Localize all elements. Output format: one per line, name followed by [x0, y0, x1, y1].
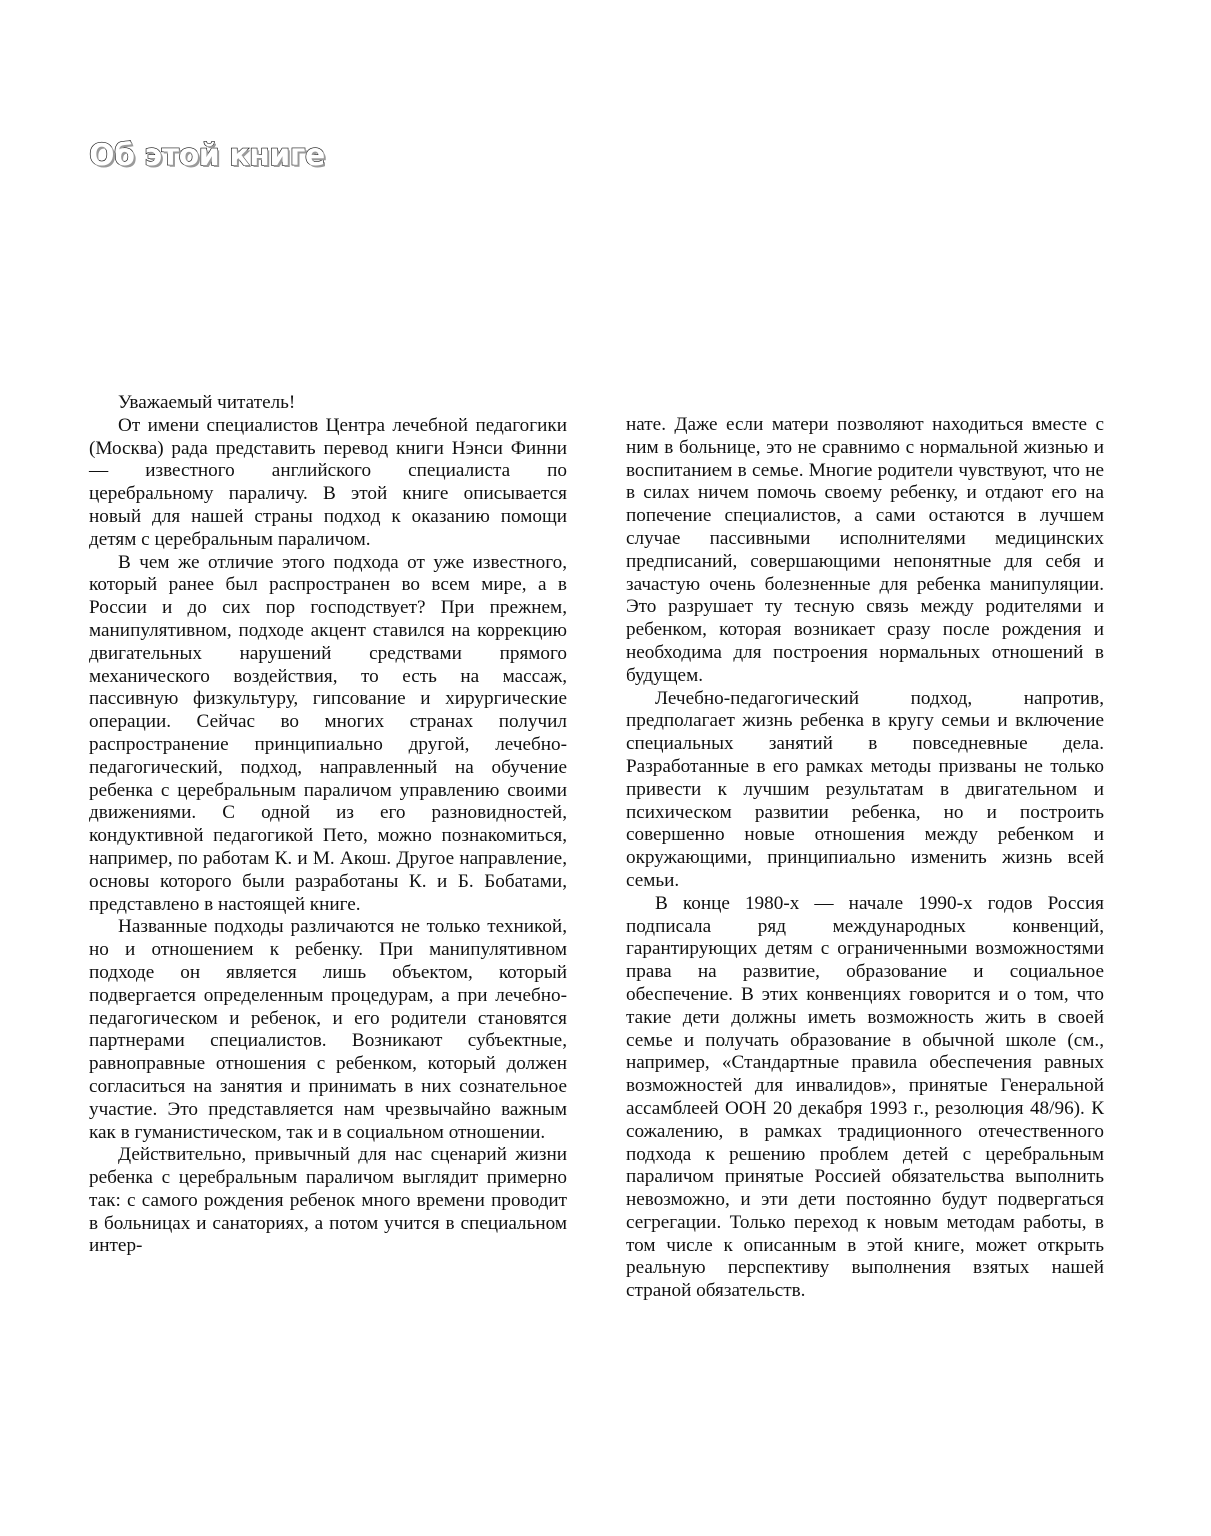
paragraph: Действительно, привычный для нас сценарий жизни ребенка с церебральным параличом выглядит примерно так: с самого рождения ребенок много времени проводит в больницах и санаториях, а потом учится в специальном интер- — [89, 1144, 567, 1257]
left-column — [89, 392, 567, 1258]
paragraph: В конце 1980-х — начале 1990-х годов Россия подписала ряд международных конвенций, гарантирующих детям с ограниченными возможностями права на развитие, образование и социальное обеспечение. В этих конвенциях говорится и о том, что такие дети должны иметь возможность жить в своей семье и получать образование в обычной школе (см., например, «Стандартные правила обеспечения равных возможностей для инвалидов», принятые Генеральной ассамблеей ООН 20 декабря 1993 г., резолюция 48/96). К сожалению, в рамках традиционного отечественного подхода к решению проблем детей с церебральным параличом принятые Россией обязательства выполнить невозможно, и эти дети постоянно будут подвергаться сегрегации. Только переход к новым методам работы, в том числе к описанным в этой книге, может открыть реальную перспективу выполнения взятых нашей страной обязательств. — [626, 892, 1104, 1302]
paragraph: Лечебно-педагогический подход, напротив, предполагает жизнь ребенка в кругу семьи и включение специальных занятий в повседневные дела. Разработанные в его рамках методы призваны не только привести к лучшим результатам в двигательном и психическом развитии ребенка, но и построить совершенно новые отношения между ребенком и окружающими, принципиально изменить жизнь всей семьи. — [626, 687, 1104, 891]
paragraph: В чем же отличие этого подхода от уже известного, который ранее был распространен во всем мире, а в России и до сих пор господствует? При прежнем, манипулятивном, подходе акцент ставился на коррекцию двигательных нарушений средствами прямого механического воздействия, то есть на массаж, пассивную физкультуру, гипсование и хирургические операции. Сейчас во многих странах получил распространение принципиально другой, лечебно-педагогический, подход, направленный на обучение ребенка с церебральным параличом управлению своими движениями. С одной из его разновидностей, кондуктивной педагогикой Пето, можно познакомиться, например, по работам К. и М. Акош. Другое направление, основы которого были разработаны К. и Б. Бобатами, представлено в настоящей книге. — [89, 551, 567, 915]
paragraph: Названные подходы различаются не только техникой, но и отношением к ребенку. При манипулятивном подходе он является лишь объектом, который подвергается определенным процедурам, а при лечебно-педагогическом и ребенок, и его родители становятся партнерами специалистов. Возникают субъектные, равноправные отношения с ребенком, который должен согласиться на занятия и принимать в них сознательное участие. Это представляется нам чрезвычайно важным как в гуманистическом, так и в социальном отношении. — [89, 916, 567, 1143]
paragraph: От имени специалистов Центра лечебной педагогики (Москва) рада представить перевод книги Нэнси Финни — известного английского специалиста по церебральному параличу. В этой книге описывается новый для нашей страны подход к оказанию помощи детям с церебральным параличом. — [89, 414, 567, 550]
page-title: Об этой книге — [89, 138, 325, 173]
right-column — [626, 414, 1104, 1303]
salutation: Уважаемый читатель! — [118, 392, 296, 413]
paragraph-continued: нате. Даже если матери позволяют находиться вместе с ним в больнице, это не сравнимо с нормальной жизнью и воспитанием в семье. Многие родители чувствуют, что не в силах ничем помочь своему ребенку, и отдают его на попечение специалистов, а сами остаются в лучшем случае пассивными исполнителями медицинских предписаний, совершающими непонятные для себя и зачастую очень болезненные для ребенка манипуляции. Это разрушает ту тесную связь между родителями и ребенком, которая возникает сразу после рождения и необходима для построения нормальных отношений в будущем. — [626, 414, 1104, 686]
